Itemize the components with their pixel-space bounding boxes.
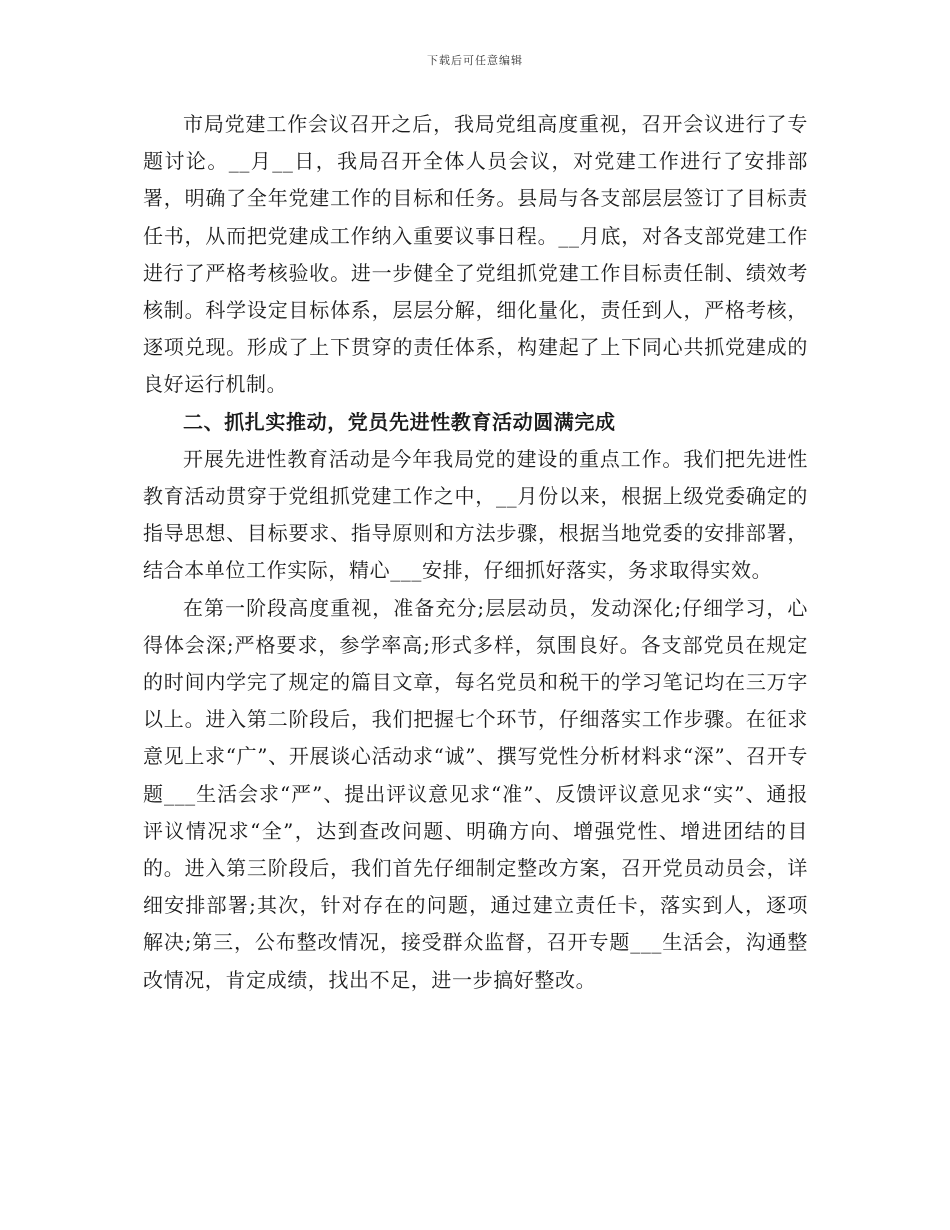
section-heading-two: 二、抓扎实推动，党员先进性教育活动圆满完成	[183, 409, 616, 434]
paragraph-advanced-education: 开展先进性教育活动是今年我局党的建设的重点工作。我们把先进性教育活动贯穿于党组抓党建工作之中，__月份以来，根据上级党委确定的指导思想、目标要求、指导原则和方法步骤，根据当地党委的安排部署，结合本单位工作实际，精心___安排，仔细抓好落实，务求取得实效。	[143, 446, 808, 583]
paragraph-stages: 在第一阶段高度重视，准备充分;层层动员，发动深化;仔细学习，心得体会深;严格要求，参学率高;形式多样，氛围良好。各支部党员在规定的时间内学完了规定的篇目文章，每名党员和税干的学习笔记均在三万字以上。进入第二阶段后，我们把握七个环节，仔细落实工作步骤。在征求意见上求“广”、开展谈心活动求“诚”、撰写党性分析材料求“深”、召开专题___生活会求“严”、提出评议意见求“准”、反馈评议意见求“实”、通报评议情况求“全”，达到查改问题、明确方向、增强党性、增进团结的目的。进入第三阶段后，我们首先仔细制定整改方案，召开党员动员会，详细安排部署;其次，针对存在的问题，通过建立责任卡，落实到人，逐项解决;第三，公布整改情况，接受群众监督，召开专题___生活会，沟通整改情况，肯定成绩，找出不足，进一步搞好整改。	[143, 595, 808, 992]
document-body	[143, 106, 808, 999]
paragraph-party-building-meeting: 市局党建工作会议召开之后，我局党组高度重视，召开会议进行了专题讨论。__月__日，我局召开全体人员会议，对党建工作进行了安排部署，明确了全年党建工作的目标和任务。县局与各支部层层签订了目标责任书，从而把党建成工作纳入重要议事日程。__月底，对各支部党建工作进行了严格考核验收。进一步健全了党组抓党建工作目标责任制、绩效考核制。科学设定目标体系，层层分解，细化量化，责任到人，严格考核，逐项兑现。形成了上下贯穿的责任体系，构建起了上下同心共抓党建成的良好运行机制。	[143, 112, 808, 397]
page-header-note: 下载后可任意编辑	[427, 54, 523, 67]
